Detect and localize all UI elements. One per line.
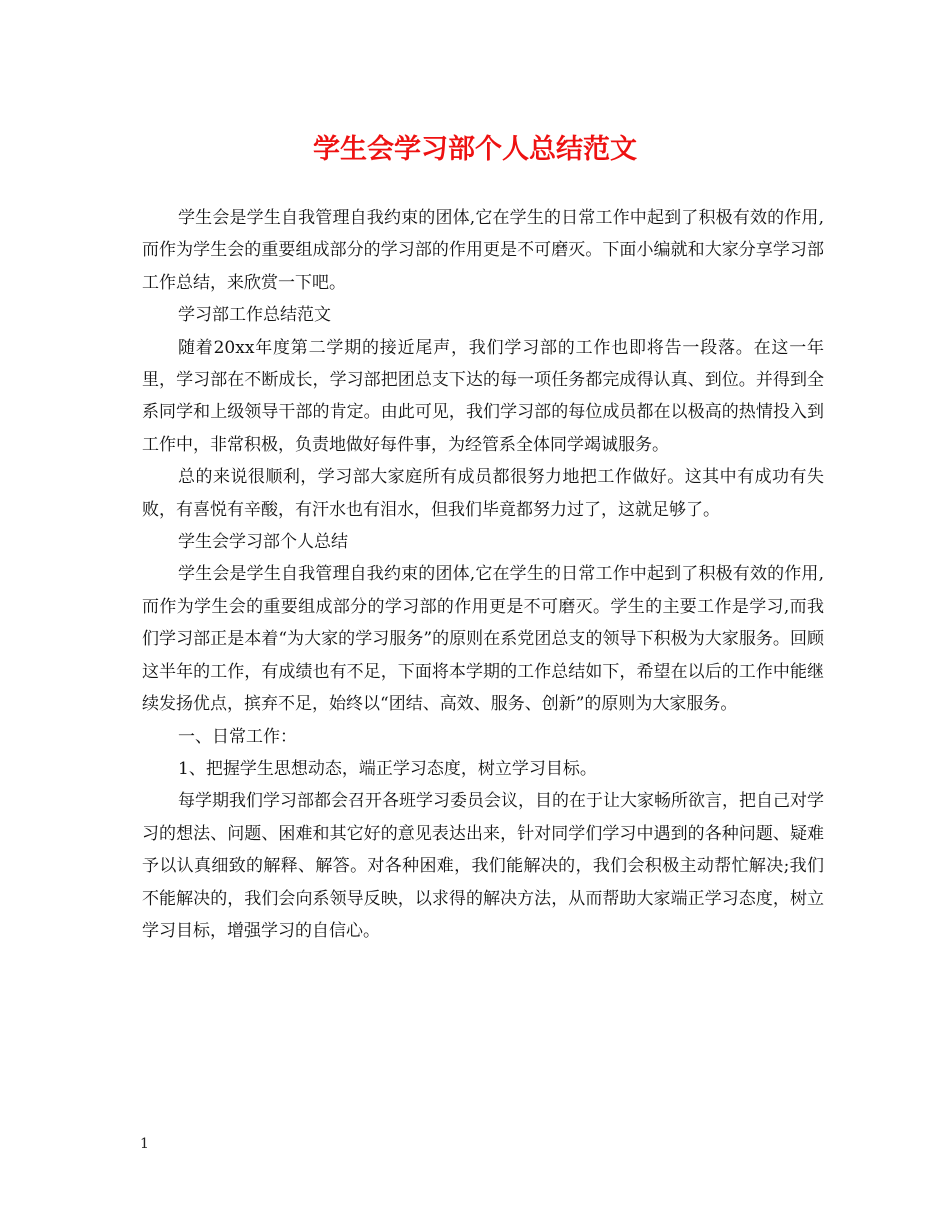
section-heading-work-summary-sample: 学习部工作总结范文 [178,305,331,326]
paragraph-meetings: 每学期我们学习部都会召开各班学习委员会议，目的在于让大家畅所欲言，把自己对学习的想法、问题、困难和其它好的意见表达出来，针对同学们学习中遇到的各种问题、疑难予以认真细致的解释、解答。对各种困难，我们能解决的，我们会积极主动帮忙解决;我们不能解决的，我们会向系领导反映，以求得的解决方法，从而帮助大家端正学习态度，树立学习目标，增强学习的自信心。 [142,791,824,941]
paragraph-year-review: 随着20xx年度第二学期的接近尾声，我们学习部的工作也即将告一段落。在这一年里，学习部在不断成长，学习部把团总支下达的每一项任务都完成得认真、到位。并得到全系同学和上级领导干部的肯定。由此可见，我们学习部的每位成员都在以极高的热情投入到工作中，非常积极，负责地做好每件事，为经管系全体同学竭诚服务。 [142,337,824,455]
paragraph-overall: 总的来说很顺利，学习部大家庭所有成员都很努力地把工作做好。这其中有成功有失败，有喜悦有辛酸，有汗水也有泪水，但我们毕竟都努力过了，这就足够了。 [142,467,824,520]
document-title: 学生会学习部个人总结范文 [313,134,637,165]
section-heading-daily-work: 一、日常工作： [178,726,297,747]
page-number: 1 [140,1136,149,1152]
section-heading-personal-summary: 学生会学习部个人总结 [178,532,348,553]
paragraph-intro: 学生会是学生自我管理自我约束的团体,它在学生的日常工作中起到了积极有效的作用,而作为学生会的重要组成部分的学习部的作用更是不可磨灭。下面小编就和大家分享学习部工作总结，来欣赏一下吧。 [142,208,824,293]
paragraph-personal-intro: 学生会是学生自我管理自我约束的团体,它在学生的日常工作中起到了积极有效的作用,而作为学生会的重要组成部分的学习部的作用更是不可磨灭。学生的主要工作是学习,而我们学习部正是本着“为大家的学习服务”的原则在系党团总支的领导下积极为大家服务。回顾这半年的工作，有成绩也有不足，下面将本学期的工作总结如下，希望在以后的工作中能继续发扬优点，摈弃不足，始终以“团结、高效、服务、创新”的原则为大家服务。 [142,564,824,715]
list-item-1: 1、把握学生思想动态，端正学习态度，树立学习目标。 [178,758,597,779]
document-body [142,202,824,947]
